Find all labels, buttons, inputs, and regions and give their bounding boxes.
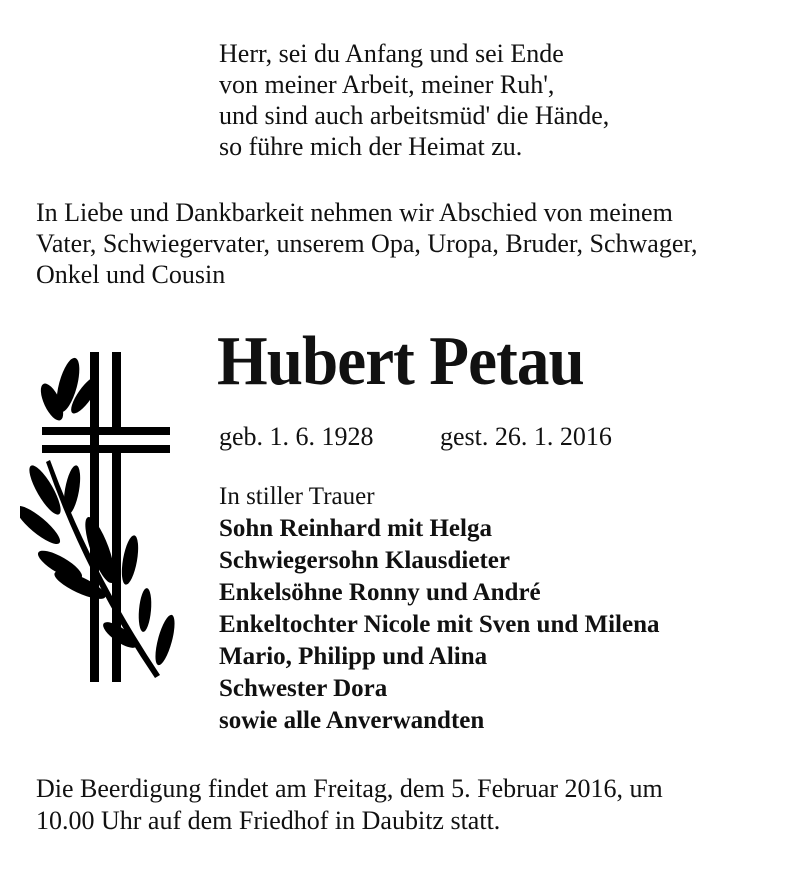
mourner: Enkeltochter Nicole mit Sven und Milena: [219, 611, 660, 638]
birth-date: geb. 1. 6. 1928: [219, 422, 374, 451]
deceased-name: Hubert Petau: [217, 323, 584, 400]
mourner: Schwiegersohn Klausdieter: [219, 547, 510, 574]
cross-with-palm-icon: [20, 340, 200, 690]
mourner: Mario, Philipp und Alina: [219, 643, 488, 670]
poem-line: so führe mich der Heimat zu.: [219, 132, 523, 161]
intro-line: Vater, Schwiegervater, unserem Opa, Uropa, Bruder, Schwager,: [36, 229, 698, 258]
mourner: sowie alle Anverwandten: [219, 707, 485, 734]
poem-line: von meiner Arbeit, meiner Ruh',: [219, 70, 555, 99]
mourning-header: In stiller Trauer: [219, 483, 375, 510]
funeral-line: 10.00 Uhr auf dem Friedhof in Daubitz statt.: [36, 806, 501, 835]
mourner: Sohn Reinhard mit Helga: [219, 515, 492, 542]
mourner: Enkelsöhne Ronny und André: [219, 579, 541, 606]
funeral-line: Die Beerdigung findet am Freitag, dem 5. Februar 2016, um: [36, 774, 663, 803]
poem-line: Herr, sei du Anfang und sei Ende: [219, 39, 564, 68]
intro-line: Onkel und Cousin: [36, 260, 226, 289]
intro-line: In Liebe und Dankbarkeit nehmen wir Abschied von meinem: [36, 198, 673, 227]
poem-line: und sind auch arbeitsmüd' die Hände,: [219, 101, 610, 130]
death-date: gest. 26. 1. 2016: [440, 422, 612, 451]
mourner: Schwester Dora: [219, 675, 388, 702]
